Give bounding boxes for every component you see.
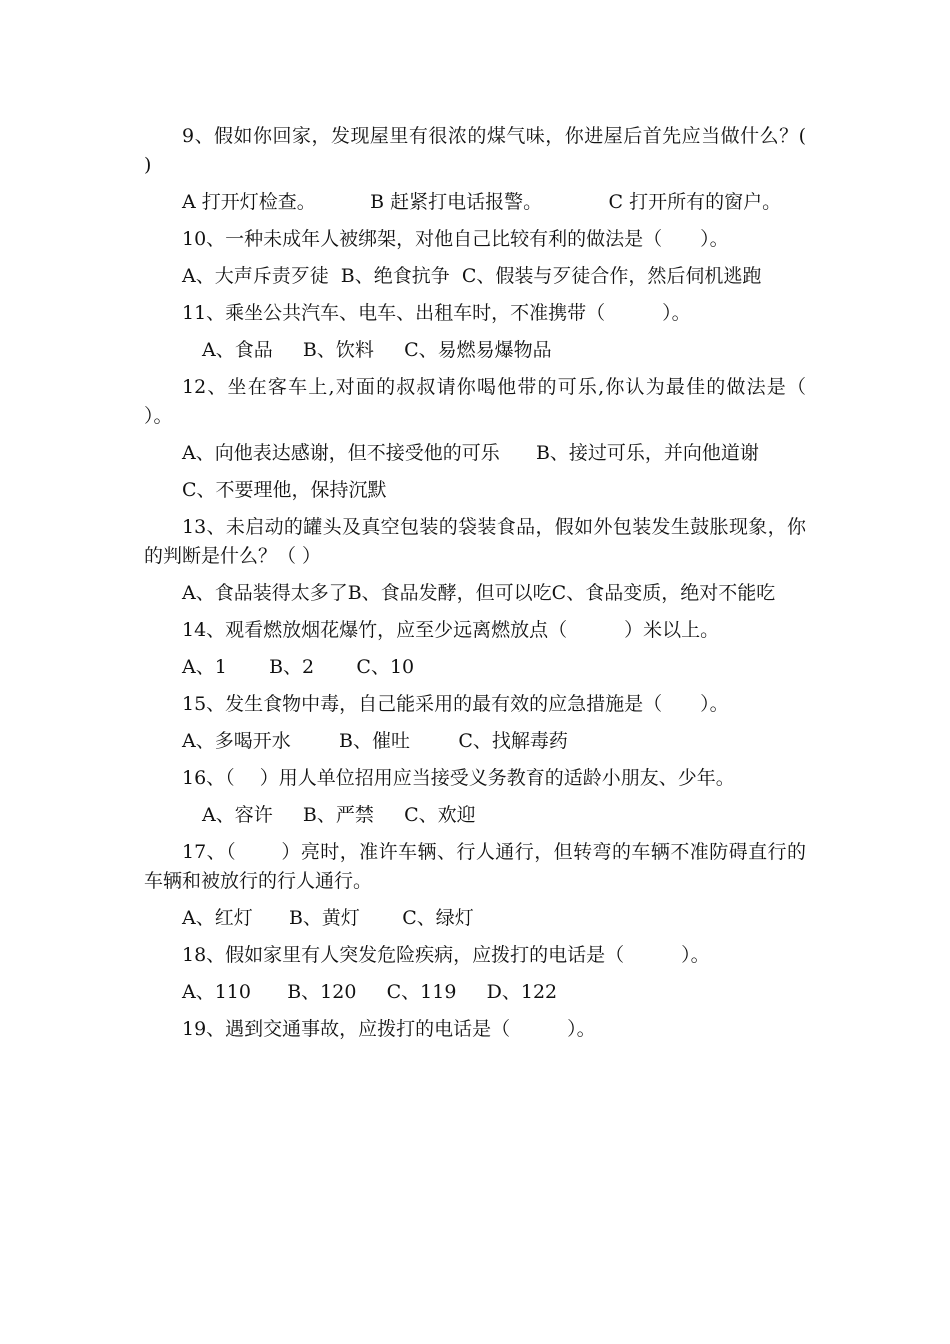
answer-options-18: A、110 B、120 C、119 D、122 [182, 981, 558, 1003]
question-18: 18、假如家里有人突发危险疾病，应拨打的电话是（ ）。 [182, 944, 710, 966]
question-13: 13、未启动的罐头及真空包装的袋装食品，假如外包装发生鼓胀现象，你的判断是什么？（ ） [144, 516, 806, 567]
question-14: 14、观看燃放烟花爆竹，应至少远离燃放点（ ）米以上。 [182, 619, 720, 641]
question-16: 16、（ ）用人单位招用应当接受义务教育的适龄小朋友、少年。 [182, 767, 735, 789]
answer-options-11: A、食品 B、饮料 C、易燃易爆物品 [202, 339, 552, 361]
answer-options-13: A、食品装得太多了B、食品发酵，但可以吃C、食品变质，绝对不能吃 [182, 582, 776, 604]
question-9: 9、假如你回家，发现屋里有很浓的煤气味，你进屋后首先应当做什么？( ) [144, 125, 864, 176]
question-12: 12、坐在客车上,对面的叔叔请你喝他带的可乐,你认为最佳的做法是（ ）。 [144, 376, 832, 427]
question-17: 17、（ ）亮时，准许车辆、行人通行，但转弯的车辆不准防碍直行的车辆和被放行的行人通行。 [144, 841, 806, 892]
answer-options-12-c: C、不要理他，保持沉默 [182, 479, 387, 501]
question-11: 11、乘坐公共汽车、电车、出租车时，不准携带（ ）。 [182, 302, 691, 324]
answer-options-14: A、1 B、2 C、10 [182, 656, 415, 678]
answer-options-16: A、容许 B、严禁 C、欢迎 [202, 804, 476, 826]
question-list [144, 122, 864, 1052]
question-10: 10、一种未成年人被绑架，对他自己比较有利的做法是（ ）。 [182, 228, 729, 250]
question-15: 15、发生食物中毒，自己能采用的最有效的应急措施是（ ）。 [182, 693, 729, 715]
answer-options-9: A 打开灯检查。 B 赶紧打电话报警。 C 打开所有的窗户。 [182, 191, 782, 213]
answer-options-17: A、红灯 B、黄灯 C、绿灯 [182, 907, 474, 929]
answer-options-10: A、大声斥责歹徒 B、绝食抗争 C、假装与歹徒合作，然后伺机逃跑 [182, 265, 762, 287]
question-19: 19、遇到交通事故，应拨打的电话是（ ）。 [182, 1018, 596, 1040]
answer-options-12: A、向他表达感谢，但不接受他的可乐 B、接过可乐，并向他道谢 [182, 442, 759, 464]
answer-options-15: A、多喝开水 B、催吐 C、找解毒药 [182, 730, 568, 752]
